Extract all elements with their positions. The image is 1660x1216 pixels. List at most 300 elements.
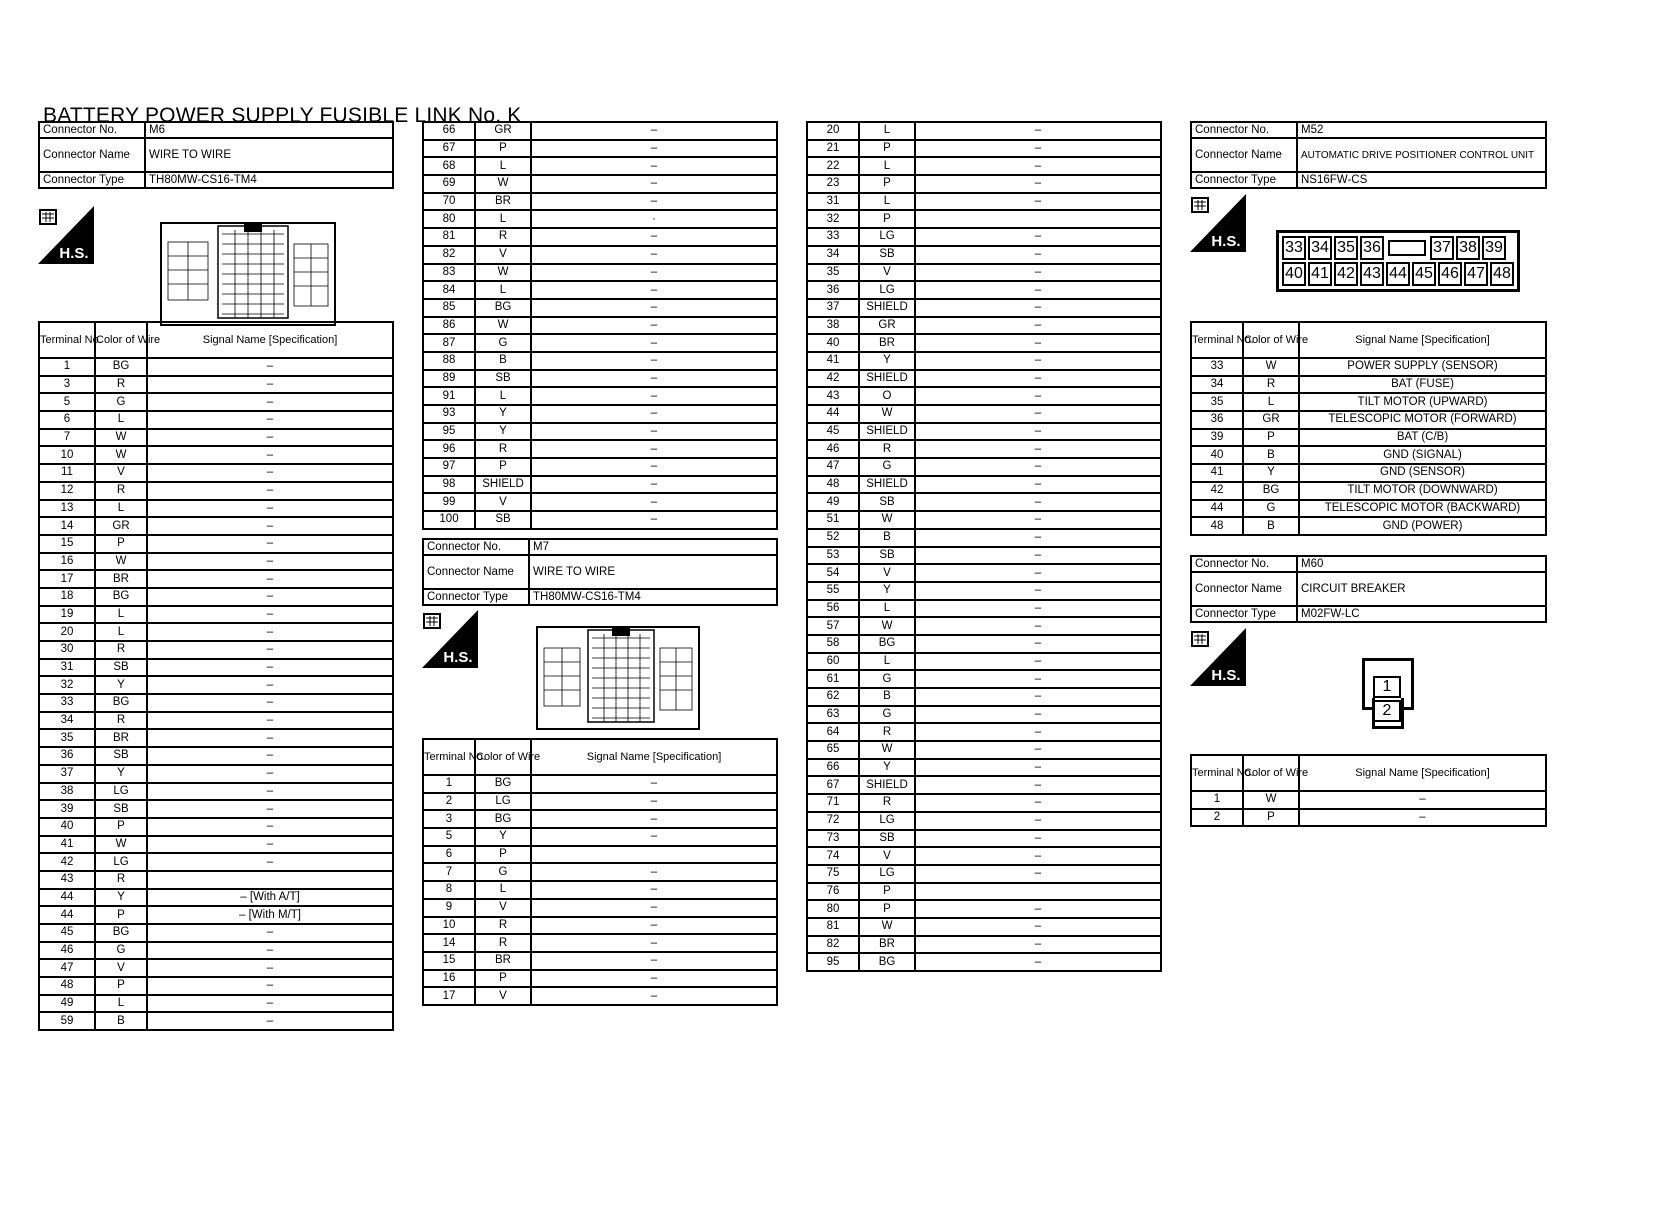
signal-cell: – — [915, 582, 1161, 600]
signal-cell: – — [531, 122, 777, 140]
table-row — [807, 423, 1161, 441]
terminal-cell: 5 — [39, 393, 95, 411]
terminal-cell: 40 — [1191, 446, 1243, 464]
terminal-cell: 35 — [1191, 393, 1243, 411]
signal-cell: – — [147, 729, 393, 747]
label-connector-no: Connector No. — [1191, 556, 1297, 572]
signal-cell: – — [531, 458, 777, 476]
terminal-cell: 45 — [39, 924, 95, 942]
color-cell: Y — [859, 582, 915, 600]
color-cell: O — [859, 387, 915, 405]
color-cell: P — [95, 906, 147, 924]
m7-connector-no: M7 — [529, 539, 777, 555]
table-row — [1191, 358, 1546, 376]
m52-connector-diagram — [1276, 230, 1520, 292]
hs-icon — [422, 610, 478, 673]
label-connector-type: Connector Type — [39, 172, 145, 188]
terminal-cell: 66 — [423, 122, 475, 140]
terminal-cell: 73 — [807, 830, 859, 848]
signal-cell: – — [531, 370, 777, 388]
table-row — [807, 122, 1161, 140]
table-row — [423, 157, 777, 175]
pin: 39 — [1482, 236, 1506, 260]
table-row — [807, 193, 1161, 211]
table-row — [1191, 376, 1546, 394]
terminal-cell: 15 — [423, 952, 475, 970]
table-row — [39, 800, 393, 818]
terminal-cell: 18 — [39, 588, 95, 606]
color-cell: L — [859, 122, 915, 140]
terminal-cell: 75 — [807, 865, 859, 883]
table-row — [423, 352, 777, 370]
color-cell: R — [475, 934, 531, 952]
signal-cell: – — [531, 440, 777, 458]
terminal-cell: 17 — [39, 570, 95, 588]
table-row — [807, 458, 1161, 476]
terminal-cell: 88 — [423, 352, 475, 370]
signal-cell: – — [147, 623, 393, 641]
color-cell: LG — [859, 812, 915, 830]
terminal-cell: 42 — [1191, 482, 1243, 500]
terminal-cell: 2 — [423, 793, 475, 811]
pin: 34 — [1308, 236, 1332, 260]
terminal-cell: 42 — [807, 370, 859, 388]
signal-cell: – — [915, 317, 1161, 335]
table-row — [1191, 429, 1546, 447]
m52-connector-type: NS16FW-CS — [1297, 172, 1546, 188]
table-row — [807, 317, 1161, 335]
color-cell: SHIELD — [859, 776, 915, 794]
m52-connector-no: M52 — [1297, 122, 1546, 138]
table-row — [807, 776, 1161, 794]
terminal-cell: 40 — [39, 818, 95, 836]
terminal-cell: 16 — [39, 553, 95, 571]
color-cell: W — [95, 429, 147, 447]
table-row — [807, 264, 1161, 282]
color-cell: BR — [95, 729, 147, 747]
color-cell: Y — [95, 765, 147, 783]
terminal-cell: 43 — [39, 871, 95, 889]
color-cell: W — [859, 741, 915, 759]
color-cell: Y — [859, 759, 915, 777]
signal-cell: – — [915, 440, 1161, 458]
terminal-cell: 31 — [807, 193, 859, 211]
header-terminal: Terminal No. — [423, 739, 475, 775]
hs-icon — [1190, 194, 1246, 257]
label-connector-no: Connector No. — [39, 122, 145, 138]
terminal-cell: 33 — [807, 228, 859, 246]
terminal-cell: 1 — [1191, 791, 1243, 809]
m52-pin-row-top — [1282, 236, 1514, 260]
table-row — [39, 1012, 393, 1030]
terminal-cell: 21 — [807, 140, 859, 158]
signal-cell — [147, 871, 393, 889]
color-cell: Y — [95, 676, 147, 694]
terminal-cell: 48 — [1191, 517, 1243, 535]
terminal-cell: 40 — [807, 334, 859, 352]
signal-cell: – — [531, 970, 777, 988]
signal-cell: – — [147, 553, 393, 571]
table-row — [39, 606, 393, 624]
terminal-cell: 48 — [39, 977, 95, 995]
table-row — [39, 712, 393, 730]
terminal-cell: 95 — [423, 423, 475, 441]
color-cell: W — [859, 918, 915, 936]
terminal-cell: 99 — [423, 493, 475, 511]
table-row — [1191, 482, 1546, 500]
terminal-cell: 53 — [807, 547, 859, 565]
signal-cell: – — [531, 281, 777, 299]
m6-continued-table — [422, 121, 778, 530]
color-cell: L — [475, 881, 531, 899]
table-row — [423, 228, 777, 246]
m60-connector-no: M60 — [1297, 556, 1546, 572]
color-cell: B — [475, 352, 531, 370]
signal-cell: – — [147, 712, 393, 730]
table-row — [807, 334, 1161, 352]
color-cell: L — [859, 193, 915, 211]
color-cell: Y — [95, 889, 147, 907]
table-row — [1191, 791, 1546, 809]
m6-connector-name: WIRE TO WIRE — [145, 138, 393, 172]
color-cell: SB — [859, 547, 915, 565]
color-cell: SB — [859, 246, 915, 264]
label-connector-type: Connector Type — [423, 589, 529, 605]
color-cell: L — [475, 281, 531, 299]
signal-cell: – — [147, 411, 393, 429]
m6-connector-no: M6 — [145, 122, 393, 138]
signal-cell: – — [531, 299, 777, 317]
table-row — [807, 670, 1161, 688]
signal-cell: – — [1299, 809, 1546, 827]
color-cell: R — [859, 723, 915, 741]
table-row — [423, 440, 777, 458]
pin: 35 — [1334, 236, 1358, 260]
table-row — [39, 393, 393, 411]
color-cell: G — [95, 393, 147, 411]
signal-cell: – — [915, 511, 1161, 529]
table-row — [807, 688, 1161, 706]
table-row — [1191, 446, 1546, 464]
terminal-cell: 36 — [807, 281, 859, 299]
table-row — [423, 281, 777, 299]
color-cell: V — [475, 899, 531, 917]
terminal-cell: 12 — [39, 482, 95, 500]
signal-cell: – — [531, 775, 777, 793]
terminal-cell: 38 — [39, 783, 95, 801]
table-row — [423, 405, 777, 423]
terminal-cell: 86 — [423, 317, 475, 335]
signal-cell: – — [915, 564, 1161, 582]
terminal-cell: 39 — [39, 800, 95, 818]
color-cell: W — [859, 511, 915, 529]
color-cell: W — [1243, 358, 1299, 376]
table-row — [39, 783, 393, 801]
label-connector-type: Connector Type — [1191, 606, 1297, 622]
terminal-cell: 76 — [807, 883, 859, 901]
m7-connector-name: WIRE TO WIRE — [529, 555, 777, 589]
color-cell: SB — [859, 830, 915, 848]
signal-cell: – — [915, 847, 1161, 865]
signal-cell: TELESCOPIC MOTOR (FORWARD) — [1299, 411, 1546, 429]
hs-label: H.S. — [443, 649, 473, 666]
color-cell: L — [859, 653, 915, 671]
pin: 42 — [1334, 262, 1358, 286]
color-cell: BR — [859, 334, 915, 352]
color-cell: SHIELD — [859, 370, 915, 388]
signal-cell: – — [147, 641, 393, 659]
signal-cell: – — [915, 458, 1161, 476]
terminal-cell: 36 — [1191, 411, 1243, 429]
terminal-cell: 20 — [39, 623, 95, 641]
terminal-cell: 6 — [39, 411, 95, 429]
signal-cell: – — [147, 783, 393, 801]
pin: 36 — [1360, 236, 1384, 260]
table-row — [807, 617, 1161, 635]
color-cell: R — [859, 440, 915, 458]
table-row — [423, 175, 777, 193]
color-cell: SHIELD — [859, 423, 915, 441]
terminal-cell: 22 — [807, 157, 859, 175]
table-row — [39, 570, 393, 588]
signal-cell: – — [531, 175, 777, 193]
signal-cell — [915, 883, 1161, 901]
table-row — [423, 934, 777, 952]
color-cell: G — [95, 942, 147, 960]
color-cell: L — [475, 157, 531, 175]
table-row — [39, 411, 393, 429]
signal-cell: – — [147, 535, 393, 553]
color-cell: G — [1243, 500, 1299, 518]
signal-cell: – — [915, 900, 1161, 918]
terminal-cell: 49 — [807, 493, 859, 511]
hs-label: H.S. — [59, 245, 89, 262]
table-row — [423, 370, 777, 388]
signal-cell: – — [147, 500, 393, 518]
m52-info — [1190, 121, 1547, 189]
terminal-cell: 57 — [807, 617, 859, 635]
color-cell: L — [95, 623, 147, 641]
signal-cell: – — [531, 810, 777, 828]
pin: 38 — [1456, 236, 1480, 260]
table-row — [39, 836, 393, 854]
table-row — [39, 659, 393, 677]
color-cell: B — [95, 1012, 147, 1030]
table-row — [807, 759, 1161, 777]
pin: 1 — [1373, 676, 1401, 698]
signal-cell: – — [915, 706, 1161, 724]
color-cell: BR — [475, 952, 531, 970]
page-title: BATTERY POWER SUPPLY FUSIBLE LINK No. K — [43, 104, 522, 127]
color-cell: BG — [95, 924, 147, 942]
header-terminal: Terminal No. — [1191, 755, 1243, 791]
m6-info — [38, 121, 394, 189]
color-cell: BG — [475, 299, 531, 317]
signal-cell: – — [531, 140, 777, 158]
color-cell: L — [1243, 393, 1299, 411]
signal-cell: – — [915, 830, 1161, 848]
signal-cell: – — [147, 393, 393, 411]
color-cell: W — [95, 836, 147, 854]
terminal-cell: 41 — [1191, 464, 1243, 482]
terminal-cell: 63 — [807, 706, 859, 724]
terminal-cell: 7 — [423, 863, 475, 881]
terminal-cell: 39 — [1191, 429, 1243, 447]
m60-connector-name: CIRCUIT BREAKER — [1297, 572, 1546, 606]
signal-cell: – — [915, 352, 1161, 370]
terminal-cell: 6 — [423, 846, 475, 864]
terminal-cell: 85 — [423, 299, 475, 317]
signal-cell: – — [147, 818, 393, 836]
signal-cell: – — [915, 759, 1161, 777]
color-cell: V — [95, 464, 147, 482]
color-cell: P — [859, 210, 915, 228]
terminal-cell: 5 — [423, 828, 475, 846]
m6-connector-diagram — [160, 222, 336, 326]
table-row — [423, 881, 777, 899]
label-connector-name: Connector Name — [1191, 138, 1297, 172]
table-row — [807, 653, 1161, 671]
color-cell: LG — [859, 865, 915, 883]
signal-cell: – — [915, 193, 1161, 211]
terminal-cell: 35 — [39, 729, 95, 747]
terminal-cell: 81 — [807, 918, 859, 936]
m52-connector-name: AUTOMATIC DRIVE POSITIONER CONTROL UNIT — [1297, 138, 1546, 172]
terminal-cell: 44 — [39, 906, 95, 924]
color-cell: SB — [475, 511, 531, 529]
signal-cell: – — [1299, 791, 1546, 809]
terminal-cell: 64 — [807, 723, 859, 741]
color-cell: SB — [475, 370, 531, 388]
signal-cell: – — [147, 747, 393, 765]
hs-icon — [1190, 628, 1246, 691]
terminal-cell: 49 — [39, 995, 95, 1013]
header-terminal: Terminal No. — [39, 322, 95, 358]
terminal-cell: 100 — [423, 511, 475, 529]
table-row — [807, 847, 1161, 865]
table-row — [423, 387, 777, 405]
signal-cell: – — [915, 653, 1161, 671]
color-cell: LG — [859, 281, 915, 299]
color-cell: SB — [95, 659, 147, 677]
table-row — [39, 464, 393, 482]
terminal-cell: 69 — [423, 175, 475, 193]
signal-cell: – — [915, 334, 1161, 352]
signal-cell: – — [915, 723, 1161, 741]
table-row — [807, 387, 1161, 405]
hs-label: H.S. — [1211, 667, 1241, 684]
terminal-cell: 46 — [39, 942, 95, 960]
signal-cell: – — [915, 370, 1161, 388]
terminal-cell: 10 — [39, 446, 95, 464]
color-cell: G — [859, 706, 915, 724]
table-row — [807, 564, 1161, 582]
color-cell: L — [95, 606, 147, 624]
table-row — [423, 970, 777, 988]
signal-cell: – — [531, 264, 777, 282]
table-row — [807, 918, 1161, 936]
signal-cell: – — [147, 977, 393, 995]
color-cell: LG — [859, 228, 915, 246]
signal-cell: · — [531, 210, 777, 228]
signal-cell: – — [915, 140, 1161, 158]
terminal-cell: 11 — [39, 464, 95, 482]
terminal-cell: 55 — [807, 582, 859, 600]
terminal-cell: 19 — [39, 606, 95, 624]
signal-cell: – — [915, 228, 1161, 246]
terminal-cell: 70 — [423, 193, 475, 211]
table-row — [1191, 411, 1546, 429]
color-cell: G — [475, 863, 531, 881]
signal-cell: – — [531, 934, 777, 952]
pin: 37 — [1430, 236, 1454, 260]
header-color: Color of Wire — [475, 739, 531, 775]
color-cell: P — [95, 535, 147, 553]
m52-pin-row-bottom — [1282, 262, 1514, 286]
table-row — [1191, 464, 1546, 482]
table-row — [807, 210, 1161, 228]
table-row — [39, 358, 393, 376]
color-cell: R — [475, 917, 531, 935]
table-row — [39, 446, 393, 464]
terminal-cell: 91 — [423, 387, 475, 405]
signal-cell: – — [147, 1012, 393, 1030]
table-row — [807, 900, 1161, 918]
table-row — [807, 635, 1161, 653]
color-cell: SHIELD — [475, 476, 531, 494]
signal-cell: TELESCOPIC MOTOR (BACKWARD) — [1299, 500, 1546, 518]
m60-connector-diagram — [1362, 658, 1414, 732]
terminal-cell: 45 — [807, 423, 859, 441]
color-cell: W — [475, 175, 531, 193]
m6-terminal-table — [38, 321, 394, 1031]
color-cell: W — [475, 317, 531, 335]
signal-cell: – — [147, 853, 393, 871]
terminal-cell: 84 — [423, 281, 475, 299]
table-row — [39, 765, 393, 783]
hs-label: H.S. — [1211, 233, 1241, 250]
color-cell: BG — [475, 775, 531, 793]
color-cell: V — [475, 246, 531, 264]
signal-cell: – — [147, 429, 393, 447]
table-row — [807, 476, 1161, 494]
color-cell: V — [475, 493, 531, 511]
signal-cell: – — [147, 464, 393, 482]
terminal-cell: 67 — [807, 776, 859, 794]
table-row — [807, 370, 1161, 388]
table-row — [1191, 809, 1546, 827]
table-row — [807, 865, 1161, 883]
color-cell: V — [859, 847, 915, 865]
m7-terminal-table — [422, 738, 778, 1006]
color-cell: P — [859, 900, 915, 918]
signal-cell: – — [531, 881, 777, 899]
color-cell: P — [859, 140, 915, 158]
terminal-cell: 7 — [39, 429, 95, 447]
color-cell: BG — [475, 810, 531, 828]
header-terminal: Terminal No. — [1191, 322, 1243, 358]
terminal-cell: 32 — [39, 676, 95, 694]
signal-cell: – — [531, 863, 777, 881]
terminal-cell: 47 — [807, 458, 859, 476]
label-connector-name: Connector Name — [423, 555, 529, 589]
signal-cell: – — [915, 476, 1161, 494]
signal-cell: – — [147, 924, 393, 942]
table-row — [423, 334, 777, 352]
table-row — [39, 641, 393, 659]
signal-cell: – — [531, 987, 777, 1005]
pin: 48 — [1490, 262, 1514, 286]
